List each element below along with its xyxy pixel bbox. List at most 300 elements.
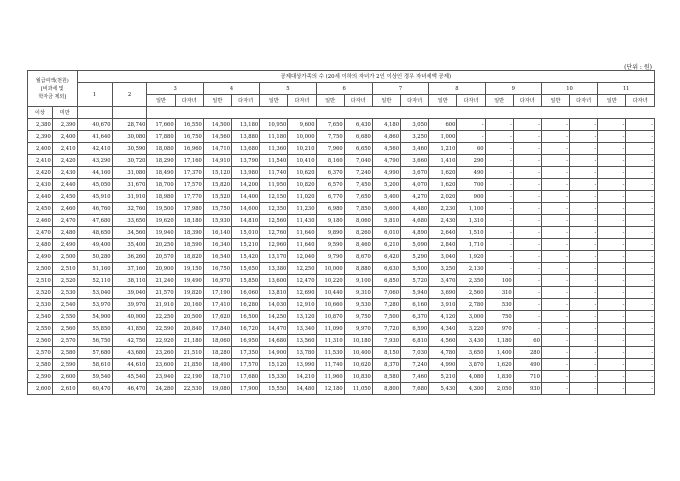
tax-amount-cell: 20,250 [147, 239, 175, 251]
tax-amount-cell: 19,820 [175, 287, 203, 299]
tax-amount-cell: 5,090 [401, 239, 429, 251]
tax-amount-cell: 5,810 [372, 215, 400, 227]
tax-amount-cell: 1,000 [429, 131, 457, 143]
tax-amount-cell: 22,530 [175, 383, 203, 395]
tax-amount-cell: 6,590 [401, 323, 429, 335]
tax-amount-cell: 31,910 [112, 191, 147, 203]
tax-amount-cell: - [570, 299, 598, 311]
tax-amount-cell: 38,110 [112, 275, 147, 287]
tax-amount-cell: 2,130 [457, 263, 485, 275]
tax-amount-cell: 22,590 [147, 323, 175, 335]
tax-amount-cell: 45,050 [77, 179, 112, 191]
income-to-cell: 2,540 [52, 299, 77, 311]
tax-amount-cell: 4,790 [372, 155, 400, 167]
tax-amount-cell: 4,340 [429, 323, 457, 335]
tax-amount-cell: 17,770 [175, 191, 203, 203]
tax-amount-cell: 10,660 [316, 299, 344, 311]
tax-amount-cell: 5,200 [372, 179, 400, 191]
income-to-cell: 2,570 [52, 335, 77, 347]
table-row [28, 239, 655, 251]
tax-amount-cell: 17,660 [147, 119, 175, 131]
tax-amount-cell: - [513, 287, 541, 299]
tax-amount-cell: 2,430 [429, 215, 457, 227]
sub-col-multi-child: 다자녀 [457, 95, 485, 107]
tax-amount-cell: 900 [457, 191, 485, 203]
tax-amount-cell: 4,120 [429, 311, 457, 323]
tax-amount-cell: 2,560 [457, 287, 485, 299]
tax-amount-cell: 7,680 [401, 383, 429, 395]
income-from-cell: 2,480 [28, 239, 53, 251]
tax-amount-cell: 23,260 [147, 347, 175, 359]
family-1-spacer [77, 107, 112, 119]
tax-amount-cell: 1,620 [485, 359, 513, 371]
tax-amount-cell: 21,240 [147, 275, 175, 287]
tax-amount-cell: - [626, 155, 655, 167]
withholding-tax-table [27, 70, 655, 395]
tax-amount-cell: - [626, 311, 655, 323]
tax-amount-cell: 13,810 [260, 287, 288, 299]
tax-amount-cell: 15,930 [203, 215, 231, 227]
tax-amount-cell: 17,160 [175, 155, 203, 167]
tax-amount-cell: 40,670 [77, 119, 112, 131]
tax-amount-cell: - [598, 359, 626, 371]
tax-amount-cell: 16,550 [175, 119, 203, 131]
tax-amount-cell: 11,180 [260, 131, 288, 143]
income-from-cell: 2,490 [28, 251, 53, 263]
tax-amount-cell: 8,370 [372, 359, 400, 371]
tax-amount-cell: - [513, 167, 541, 179]
tax-amount-cell: 9,970 [344, 323, 372, 335]
tax-amount-cell: 24,280 [147, 383, 175, 395]
tax-amount-cell: 40,900 [112, 311, 147, 323]
tax-amount-cell: 7,040 [344, 155, 372, 167]
tax-amount-cell: 12,150 [260, 191, 288, 203]
tax-amount-cell: - [485, 179, 513, 191]
income-to-header: 미만 [52, 107, 77, 119]
tax-amount-cell: - [513, 311, 541, 323]
table-row [28, 275, 655, 287]
income-from-cell: 2,570 [28, 347, 53, 359]
tax-amount-cell: - [541, 179, 569, 191]
tax-amount-cell: 2,640 [429, 227, 457, 239]
tax-amount-cell: 17,900 [232, 383, 260, 395]
tax-amount-cell: 6,370 [401, 311, 429, 323]
tax-amount-cell: 11,740 [260, 167, 288, 179]
income-from-cell: 2,380 [28, 119, 53, 131]
tax-amount-cell: 3,430 [457, 335, 485, 347]
tax-amount-cell: 17,980 [175, 203, 203, 215]
tax-amount-cell: - [513, 203, 541, 215]
tax-amount-cell: 8,580 [372, 371, 400, 383]
tax-amount-cell: 8,670 [344, 251, 372, 263]
tax-amount-cell: 310 [485, 287, 513, 299]
tax-amount-cell: - [598, 227, 626, 239]
tax-amount-cell: 16,500 [232, 311, 260, 323]
tax-amount-cell: 970 [485, 323, 513, 335]
tax-amount-cell: 2,350 [457, 275, 485, 287]
tax-amount-cell: 7,650 [316, 119, 344, 131]
tax-amount-cell: 14,680 [260, 335, 288, 347]
tax-amount-cell: 11,540 [260, 155, 288, 167]
sub-col-general: 일반 [316, 95, 344, 107]
tax-amount-cell: 3,870 [457, 359, 485, 371]
table-row [28, 323, 655, 335]
tax-amount-cell: - [513, 239, 541, 251]
tax-amount-cell: - [598, 287, 626, 299]
income-from-cell: 2,420 [28, 167, 53, 179]
tax-amount-cell: - [513, 143, 541, 155]
tax-amount-cell: 22,920 [147, 335, 175, 347]
table-row [28, 335, 655, 347]
tax-amount-cell: 19,080 [203, 383, 231, 395]
tax-amount-cell: 41,640 [77, 131, 112, 143]
tax-amount-cell: 15,120 [260, 359, 288, 371]
tax-amount-cell: 11,310 [316, 335, 344, 347]
tax-amount-cell: 11,640 [288, 227, 316, 239]
tax-amount-cell: 11,090 [316, 323, 344, 335]
income-from-cell: 2,500 [28, 263, 53, 275]
income-from-cell: 2,530 [28, 299, 53, 311]
tax-amount-cell: - [541, 359, 569, 371]
tax-amount-cell: 14,200 [232, 179, 260, 191]
tax-amount-cell: - [626, 263, 655, 275]
family-count-2: 2 [112, 83, 147, 107]
tax-amount-cell: 19,500 [147, 203, 175, 215]
tax-amount-cell: 8,880 [344, 263, 372, 275]
tax-amount-cell: 17,620 [203, 311, 231, 323]
tax-amount-cell: 10,950 [260, 119, 288, 131]
tax-amount-cell: - [541, 203, 569, 215]
tax-amount-cell: 2,840 [429, 239, 457, 251]
income-label-line3: 학자금 제외] [38, 93, 67, 100]
sub-col-general: 일반 [372, 95, 400, 107]
income-from-cell: 2,390 [28, 131, 53, 143]
tax-amount-cell: - [541, 155, 569, 167]
tax-amount-cell: - [541, 227, 569, 239]
tax-amount-cell: - [541, 299, 569, 311]
tax-amount-cell: - [598, 203, 626, 215]
tax-amount-cell: - [485, 239, 513, 251]
tax-amount-cell: - [598, 311, 626, 323]
income-to-cell: 2,520 [52, 275, 77, 287]
tax-amount-cell: 58,610 [77, 359, 112, 371]
tax-amount-cell: 11,360 [260, 143, 288, 155]
tax-amount-cell: - [598, 215, 626, 227]
tax-amount-cell: 5,210 [429, 371, 457, 383]
tax-amount-cell: 13,780 [288, 347, 316, 359]
family-count-8: 8 [429, 83, 485, 95]
tax-amount-cell: 13,340 [288, 323, 316, 335]
tax-amount-cell: 41,850 [112, 323, 147, 335]
tax-amount-cell: 28,740 [112, 119, 147, 131]
tax-amount-cell: 14,560 [203, 131, 231, 143]
tax-amount-cell: 1,620 [429, 167, 457, 179]
tax-amount-cell: 7,280 [372, 299, 400, 311]
tax-amount-cell: 12,690 [288, 287, 316, 299]
income-to-cell: 2,450 [52, 191, 77, 203]
tax-amount-cell: 14,500 [203, 119, 231, 131]
tax-amount-cell: - [626, 335, 655, 347]
table-row [28, 215, 655, 227]
tax-amount-cell: 45,540 [112, 371, 147, 383]
tax-amount-cell: - [570, 131, 598, 143]
tax-amount-cell: 54,900 [77, 311, 112, 323]
tax-amount-cell: 42,410 [77, 143, 112, 155]
sub-col-multi-child: 다자녀 [626, 95, 655, 107]
income-to-cell: 2,510 [52, 263, 77, 275]
table-row [28, 287, 655, 299]
tax-amount-cell: - [598, 275, 626, 287]
tax-amount-cell: 3,650 [457, 347, 485, 359]
tax-amount-cell: - [457, 119, 485, 131]
tax-amount-cell: 18,590 [175, 239, 203, 251]
tax-amount-cell: - [485, 191, 513, 203]
tax-amount-cell: 9,310 [344, 287, 372, 299]
tax-amount-cell: 18,180 [175, 215, 203, 227]
sub-col-multi-child: 다자녀 [232, 95, 260, 107]
table-body [28, 119, 655, 395]
tax-amount-cell: - [513, 179, 541, 191]
tax-amount-cell: 11,950 [260, 179, 288, 191]
tax-amount-cell: 18,710 [203, 371, 231, 383]
family-count-9: 9 [485, 83, 541, 95]
tax-amount-cell: - [541, 383, 569, 395]
tax-amount-cell: - [570, 203, 598, 215]
income-from-cell: 2,410 [28, 155, 53, 167]
tax-amount-cell: 30,590 [112, 143, 147, 155]
income-to-cell: 2,550 [52, 311, 77, 323]
tax-amount-cell: - [570, 263, 598, 275]
tax-amount-cell: - [598, 323, 626, 335]
tax-amount-cell: 1,410 [429, 155, 457, 167]
tax-amount-cell: - [541, 347, 569, 359]
tax-amount-cell: 20,160 [175, 299, 203, 311]
tax-amount-cell: 49,400 [77, 239, 112, 251]
tax-amount-cell: 19,940 [147, 227, 175, 239]
tax-amount-cell: - [598, 191, 626, 203]
tax-amount-cell: 9,750 [344, 311, 372, 323]
income-label-line1: 월급여액(천원) [35, 77, 69, 84]
sub-col-general: 일반 [203, 95, 231, 107]
tax-amount-cell: - [598, 143, 626, 155]
tax-amount-cell: 18,080 [147, 143, 175, 155]
tax-amount-cell: 6,420 [372, 251, 400, 263]
sub-col-general: 일반 [260, 95, 288, 107]
table-row [28, 119, 655, 131]
tax-amount-cell: 6,630 [372, 263, 400, 275]
tax-amount-cell: 22,250 [147, 311, 175, 323]
family-count-10: 10 [541, 83, 597, 95]
tax-amount-cell: 100 [485, 275, 513, 287]
income-to-cell: 2,530 [52, 287, 77, 299]
tax-amount-cell: - [541, 323, 569, 335]
tax-amount-cell: 39,040 [112, 287, 147, 299]
tax-amount-cell: 39,970 [112, 299, 147, 311]
tax-amount-cell: 30,720 [112, 155, 147, 167]
table-row [28, 251, 655, 263]
income-to-cell: 2,590 [52, 359, 77, 371]
income-to-cell: 2,480 [52, 227, 77, 239]
tax-amount-cell: - [485, 215, 513, 227]
tax-amount-cell: - [598, 335, 626, 347]
tax-amount-cell: 3,220 [457, 323, 485, 335]
tax-amount-cell: 10,820 [288, 179, 316, 191]
tax-amount-cell: 14,400 [232, 191, 260, 203]
tax-amount-cell: 2,230 [429, 203, 457, 215]
tax-amount-cell: - [541, 263, 569, 275]
income-from-cell: 2,590 [28, 371, 53, 383]
tax-amount-cell: - [485, 167, 513, 179]
family-count-1: 1 [77, 83, 112, 107]
tax-amount-cell: 37,160 [112, 263, 147, 275]
tax-amount-cell: 52,110 [77, 275, 112, 287]
tax-amount-cell: - [541, 191, 569, 203]
tax-amount-cell: 9,890 [316, 227, 344, 239]
income-from-cell: 2,440 [28, 191, 53, 203]
income-range-header [28, 71, 78, 107]
tax-amount-cell: 11,050 [344, 383, 372, 395]
tax-amount-cell: - [626, 143, 655, 155]
tax-amount-cell: 20,900 [147, 263, 175, 275]
tax-amount-cell: - [626, 299, 655, 311]
tax-amount-cell: 7,720 [372, 323, 400, 335]
table-row [28, 227, 655, 239]
table-row [28, 167, 655, 179]
tax-amount-cell: 11,740 [316, 359, 344, 371]
tax-amount-cell: 13,380 [260, 263, 288, 275]
family-count-4: 4 [203, 83, 259, 95]
tax-amount-cell: - [513, 299, 541, 311]
sub-col-multi-child: 다자녀 [401, 95, 429, 107]
tax-amount-cell: 6,980 [316, 203, 344, 215]
tax-amount-cell: 6,770 [316, 191, 344, 203]
tax-amount-cell: - [513, 119, 541, 131]
tax-amount-cell: 12,250 [288, 263, 316, 275]
tax-amount-cell: 1,310 [457, 215, 485, 227]
tax-amount-cell: - [598, 263, 626, 275]
tax-amount-cell: 3,690 [429, 287, 457, 299]
income-to-cell: 2,500 [52, 251, 77, 263]
tax-amount-cell: 7,500 [372, 311, 400, 323]
income-to-cell: 2,580 [52, 347, 77, 359]
income-from-cell: 2,460 [28, 215, 53, 227]
tax-amount-cell: - [626, 359, 655, 371]
tax-amount-cell: 21,510 [175, 347, 203, 359]
tax-amount-cell: 51,160 [77, 263, 112, 275]
tax-amount-cell: 18,700 [147, 179, 175, 191]
tax-amount-cell: 33,650 [112, 215, 147, 227]
tax-amount-cell: - [570, 383, 598, 395]
income-from-cell: 2,580 [28, 359, 53, 371]
tax-amount-cell: 13,560 [288, 335, 316, 347]
tax-amount-cell: 8,800 [372, 383, 400, 395]
tax-amount-cell: - [513, 275, 541, 287]
tax-amount-cell: - [513, 155, 541, 167]
tax-amount-cell: - [570, 239, 598, 251]
tax-amount-cell: 14,470 [260, 323, 288, 335]
income-to-cell: 2,470 [52, 215, 77, 227]
tax-amount-cell: 7,650 [344, 191, 372, 203]
tax-amount-cell: - [570, 275, 598, 287]
family-count-5: 5 [260, 83, 316, 95]
income-to-cell: 2,460 [52, 203, 77, 215]
tax-amount-cell: 7,960 [316, 143, 344, 155]
income-from-cell: 2,520 [28, 287, 53, 299]
tax-amount-cell: - [485, 131, 513, 143]
tax-amount-cell: 14,900 [260, 347, 288, 359]
income-from-cell: 2,430 [28, 179, 53, 191]
tax-amount-cell: - [485, 263, 513, 275]
tax-amount-cell: 5,720 [401, 275, 429, 287]
tax-amount-cell: 6,810 [401, 335, 429, 347]
tax-amount-cell: - [541, 251, 569, 263]
income-from-cell: 2,550 [28, 323, 53, 335]
tax-amount-cell: 7,240 [401, 359, 429, 371]
tax-amount-cell: 10,220 [316, 275, 344, 287]
tax-amount-cell: 8,260 [344, 227, 372, 239]
tax-amount-cell: 23,600 [147, 359, 175, 371]
tax-amount-cell: 50,280 [77, 251, 112, 263]
tax-amount-cell: 6,680 [344, 131, 372, 143]
tax-amount-cell: 490 [457, 167, 485, 179]
tax-amount-cell: - [570, 179, 598, 191]
tax-amount-cell: 18,820 [175, 251, 203, 263]
family-count-7: 7 [372, 83, 428, 95]
tax-amount-cell: 10,400 [344, 347, 372, 359]
tax-amount-cell: - [513, 323, 541, 335]
tax-amount-cell: - [570, 227, 598, 239]
tax-amount-cell: 3,250 [401, 131, 429, 143]
tax-amount-cell: 13,680 [232, 143, 260, 155]
tax-amount-cell: 16,340 [203, 239, 231, 251]
sub-col-multi-child: 다자녀 [288, 95, 316, 107]
table-row [28, 299, 655, 311]
tax-amount-cell: 16,280 [232, 299, 260, 311]
tax-amount-cell: 15,650 [232, 263, 260, 275]
tax-amount-cell: 16,970 [203, 275, 231, 287]
tax-amount-cell: 11,020 [288, 191, 316, 203]
tax-amount-cell: 53,040 [77, 287, 112, 299]
tax-amount-cell: 19,150 [175, 263, 203, 275]
tax-amount-cell: - [485, 203, 513, 215]
tax-amount-cell: 3,250 [429, 263, 457, 275]
tax-amount-cell: 16,750 [203, 263, 231, 275]
tax-amount-cell: 5,430 [429, 383, 457, 395]
tax-amount-cell: 17,570 [175, 179, 203, 191]
tax-amount-cell: - [513, 191, 541, 203]
income-to-cell: 2,600 [52, 371, 77, 383]
tax-amount-cell: 14,910 [203, 155, 231, 167]
tax-amount-cell: - [570, 347, 598, 359]
tax-amount-cell: 12,560 [260, 215, 288, 227]
tax-amount-cell: 45,910 [77, 191, 112, 203]
table-row [28, 371, 655, 383]
family-2-spacer [112, 107, 147, 119]
tax-amount-cell: 14,600 [232, 203, 260, 215]
tax-amount-cell: 4,070 [401, 179, 429, 191]
tax-amount-cell: 1,210 [429, 143, 457, 155]
tax-amount-cell: 4,560 [429, 335, 457, 347]
tax-amount-cell: 490 [513, 359, 541, 371]
sub-col-multi-child: 다자녀 [175, 95, 203, 107]
tax-amount-cell: - [541, 131, 569, 143]
sub-col-general: 일반 [598, 95, 626, 107]
income-from-header: 이상 [28, 107, 53, 119]
sub-col-general: 일반 [485, 95, 513, 107]
family-count-3: 3 [147, 83, 203, 95]
tax-amount-cell: 5,500 [401, 263, 429, 275]
tax-amount-cell: 4,990 [429, 359, 457, 371]
